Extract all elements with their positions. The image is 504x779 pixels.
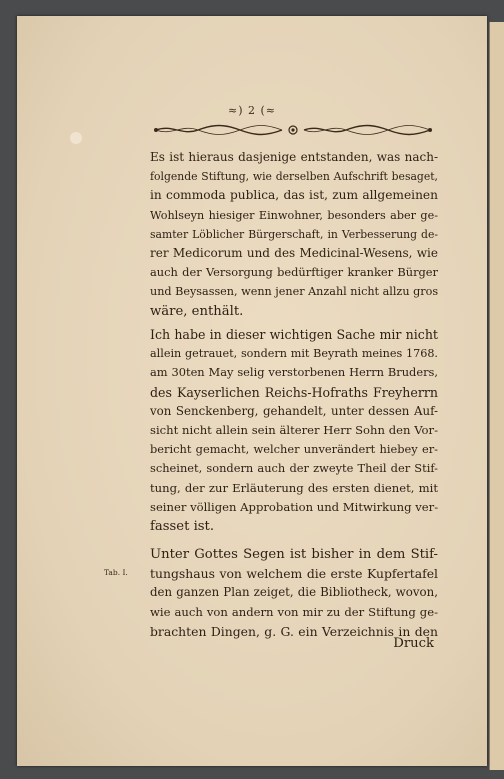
text-line: sicht nicht allein sein älterer Herr Sohn den Vor- xyxy=(150,423,438,438)
text-line: seiner völligen Approbation und Mitwirkung ver- xyxy=(150,499,439,514)
text-line: tung, der zur Erläuterung des ersten dienet, mit xyxy=(150,480,438,495)
text-line: Ich habe in dieser wichtigen Sache mir nicht xyxy=(150,327,438,342)
page-number: ≈) 2 (≈ xyxy=(227,104,276,117)
text-line: in commoda publica, das ist, zum allgemeinen xyxy=(150,188,438,203)
text-line: tungshaus von welchem die erste Kupfertafel xyxy=(150,566,438,582)
decorative-ornament-rule xyxy=(152,122,434,138)
text-line: scheinet, sondern auch der zweyte Theil der Stif- xyxy=(150,461,438,476)
text-line: wie auch von andern von mir zu der Stiftung ge- xyxy=(150,604,438,619)
text-line: bericht gemacht, welcher unverändert hiebey er- xyxy=(150,442,438,457)
text-line: brachten Dingen, g. G. ein Verzeichnis in den xyxy=(150,623,438,639)
margin-note: Tab. I. xyxy=(104,568,128,577)
text-line: den ganzen Plan zeiget, die Bibliotheck, wovon, xyxy=(150,585,438,600)
text-line: Es ist hieraus dasjenige entstanden, was nach- xyxy=(150,150,438,164)
catchword: Druck xyxy=(393,636,434,651)
paragraph-2 xyxy=(150,325,438,536)
adjacent-page-edge xyxy=(489,22,504,770)
paragraph-1 xyxy=(150,148,438,321)
text-line: rer Medicorum und des Medicinal-Wesens, wie xyxy=(150,246,438,261)
text-line: am 30ten May selig verstorbenen Herrn Bruders, xyxy=(150,365,438,380)
text-line: wäre, enthält. xyxy=(150,303,244,319)
text-line: Unter Gottes Segen ist bisher in dem Stif- xyxy=(150,547,438,562)
paragraph-3 xyxy=(150,545,438,641)
text-line: folgende Stiftung, wie derselben Aufschrift besaget, xyxy=(150,170,438,184)
text-line: fasset ist. xyxy=(150,519,215,535)
text-line: auch der Versorgung bedürftiger kranker Bürger xyxy=(150,265,438,280)
paper-stain xyxy=(70,132,82,144)
text-line: allein getrauet, sondern mit Beyrath meines 1768. xyxy=(150,347,438,361)
text-line: und Beysassen, wenn jener Anzahl nicht allzu gros xyxy=(150,285,439,299)
text-line: samter Löblicher Bürgerschaft, in Verbesserung de- xyxy=(150,227,438,241)
text-line: Wohlseyn hiesiger Einwohner, besonders aber ge- xyxy=(150,208,438,222)
text-line: von Senckenberg, gehandelt, unter dessen Auf- xyxy=(150,403,438,418)
text-line: des Kayserlichen Reichs-Hofraths Freyherrn xyxy=(150,384,438,400)
